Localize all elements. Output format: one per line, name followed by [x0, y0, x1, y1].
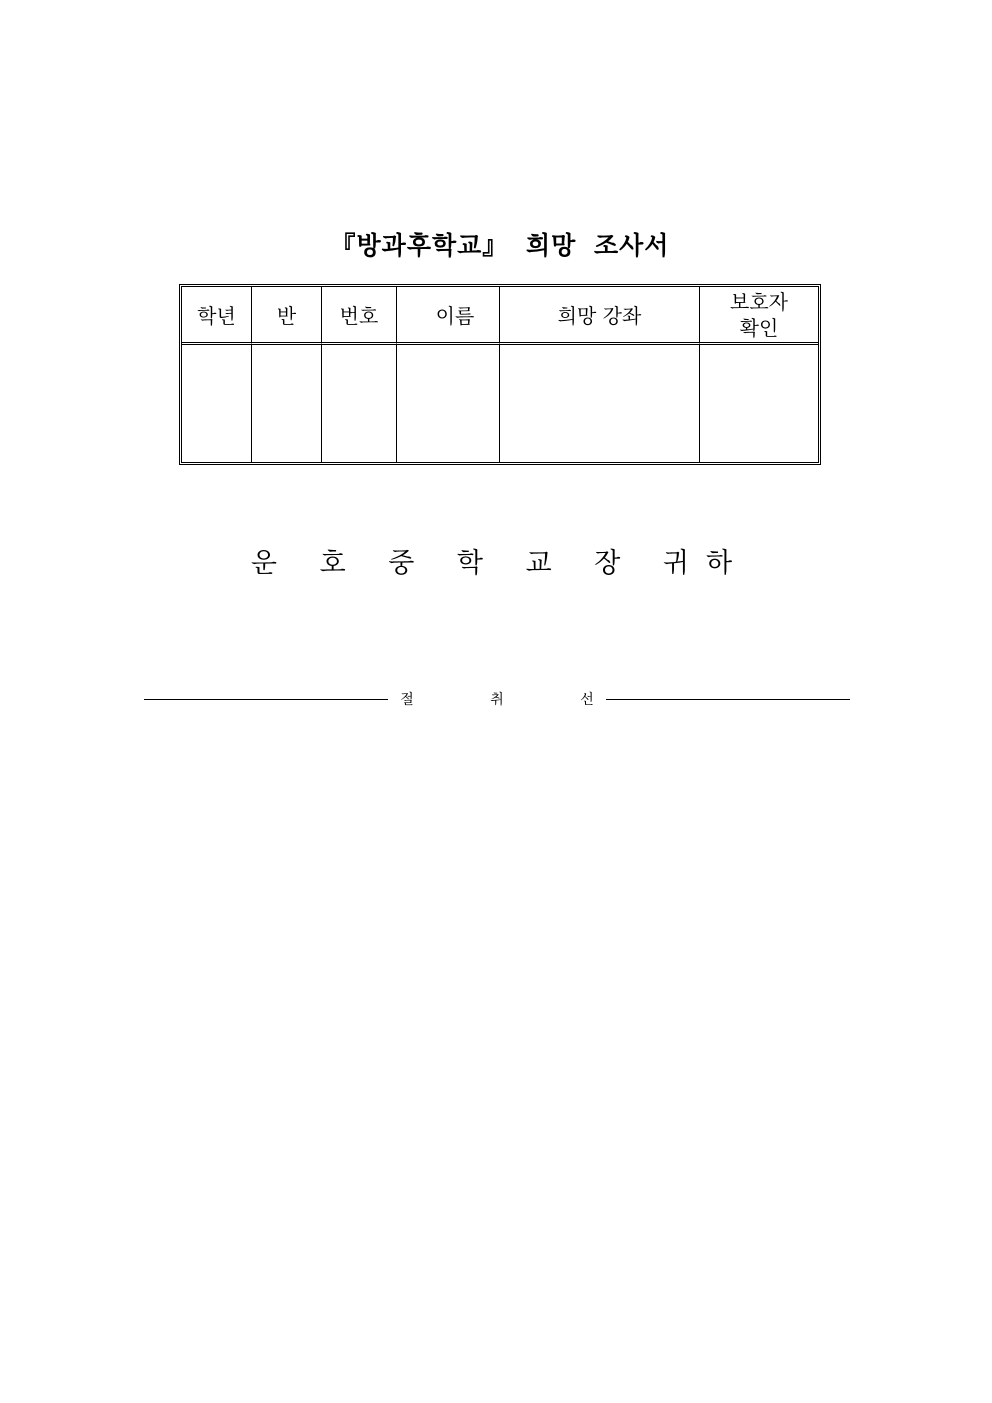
header-number: 번호	[322, 287, 397, 345]
cut-line-right-rule	[606, 699, 850, 700]
header-confirm-label: 확인	[739, 315, 779, 340]
header-desired-course: 희망 강좌	[500, 287, 700, 345]
survey-table	[179, 284, 821, 465]
cell-guardian-confirm[interactable]	[700, 345, 818, 462]
table-header-row	[182, 287, 818, 345]
cut-line	[144, 688, 850, 710]
cut-line-left-rule	[144, 699, 388, 700]
document-title: 『방과후학교』 희망 조사서	[330, 231, 670, 260]
addressee-line: 운 호 중 학 교 장 귀하	[250, 548, 750, 579]
header-guardian-label: 보호자	[730, 289, 788, 314]
cut-line-label: 절 취 선	[400, 692, 630, 708]
header-guardian-confirm	[700, 287, 818, 345]
cell-desired-course[interactable]	[500, 345, 700, 462]
cell-number[interactable]	[322, 345, 397, 462]
cell-grade[interactable]	[182, 345, 252, 462]
header-name: 이름	[397, 287, 500, 345]
cell-class[interactable]	[252, 345, 322, 462]
header-grade: 학년	[182, 287, 252, 345]
table-row	[182, 345, 818, 462]
cell-name[interactable]	[397, 345, 500, 462]
header-class: 반	[252, 287, 322, 345]
